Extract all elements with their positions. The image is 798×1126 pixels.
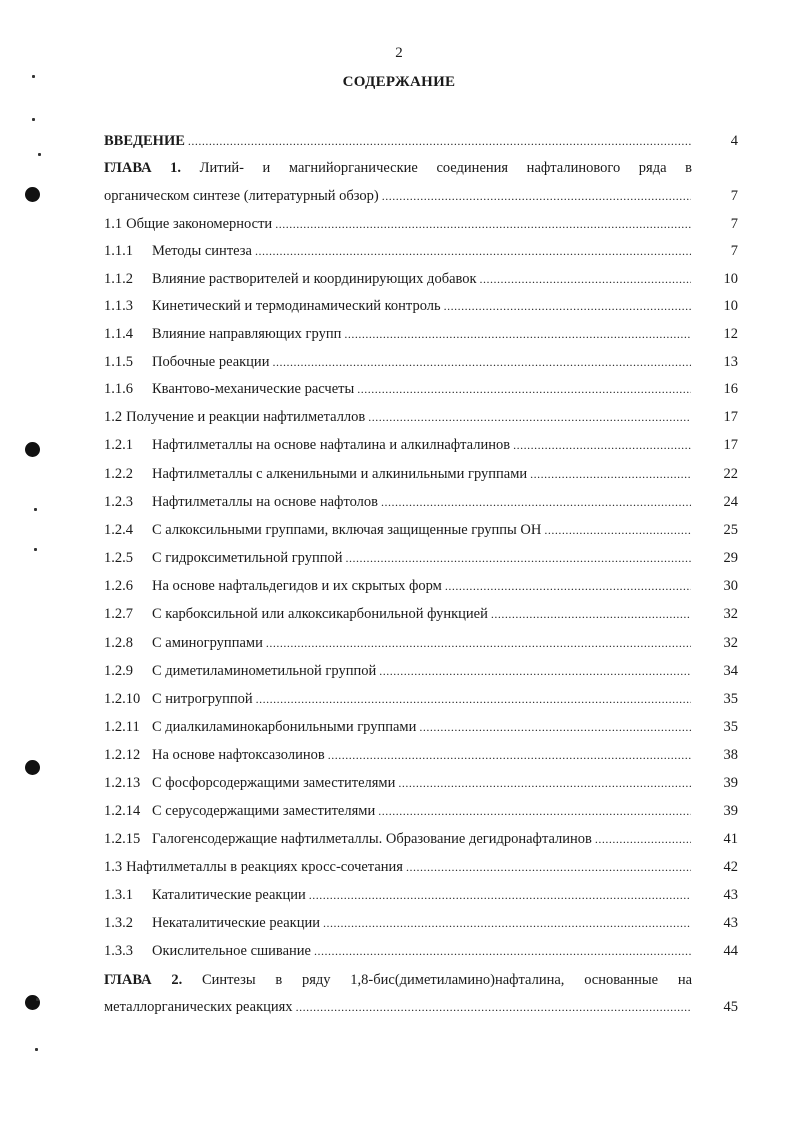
toc-section-number: 1.1.6 bbox=[104, 381, 133, 397]
toc-entry-intro bbox=[104, 131, 738, 151]
toc-page-number: 29 bbox=[723, 550, 738, 566]
toc-entry bbox=[104, 520, 738, 540]
toc-section-number: 1.2.1 bbox=[104, 437, 133, 453]
toc-entry bbox=[104, 214, 738, 234]
toc-section-number: 1.2.10 bbox=[104, 691, 141, 707]
toc-leader-dots bbox=[419, 717, 691, 737]
toc-page-number: 32 bbox=[723, 635, 738, 651]
toc-leader-dots bbox=[368, 407, 691, 427]
toc-chapter2-line1 bbox=[104, 970, 692, 990]
toc-chapter2-lead: ГЛАВА 2. bbox=[104, 972, 183, 988]
toc-chapter1-lead: ГЛАВА 1. bbox=[104, 160, 182, 176]
toc-section-title: С гидроксиметильной группой bbox=[152, 550, 343, 566]
toc-page-number: 12 bbox=[723, 326, 738, 342]
scan-speck bbox=[36, 998, 39, 1001]
toc-entry bbox=[104, 379, 738, 399]
toc-page-number: 7 bbox=[730, 216, 738, 232]
toc-leader-dots bbox=[595, 829, 691, 849]
toc-section-number: 1.2.14 bbox=[104, 803, 141, 819]
toc-leader-dots bbox=[314, 941, 691, 961]
toc-page-number: 17 bbox=[723, 409, 738, 425]
toc-section-number: 1.1.3 bbox=[104, 298, 133, 314]
toc-page-number: 10 bbox=[723, 298, 738, 314]
toc-page-number: 25 bbox=[723, 522, 738, 538]
toc-leader-dots bbox=[445, 576, 691, 596]
toc-section-title: Получение и реакции нафтилметаллов bbox=[126, 409, 366, 425]
toc-page-number: 32 bbox=[723, 606, 738, 622]
toc-page-number: 30 bbox=[723, 578, 738, 594]
toc-leader-dots bbox=[188, 131, 691, 151]
toc-page-number: 45 bbox=[723, 999, 738, 1015]
toc-section-title: С диалкиламинокарбонильными группами bbox=[152, 719, 417, 735]
toc-section-number: 1.1.2 bbox=[104, 271, 133, 287]
toc-section-number: 1.2.3 bbox=[104, 494, 133, 510]
toc-section-number: 1.2.15 bbox=[104, 831, 141, 847]
toc-page-number: 4 bbox=[730, 133, 738, 149]
toc-entry bbox=[104, 633, 738, 653]
toc-entry bbox=[104, 604, 738, 624]
toc-intro-label: ВВЕДЕНИЕ bbox=[104, 133, 185, 149]
toc-leader-dots bbox=[530, 464, 691, 484]
toc-page-number: 42 bbox=[723, 859, 738, 875]
toc-leader-dots bbox=[378, 801, 691, 821]
toc-leader-dots bbox=[296, 997, 691, 1017]
toc-entry bbox=[104, 717, 738, 737]
toc-leader-dots bbox=[398, 773, 691, 793]
toc-leader-dots bbox=[381, 492, 691, 512]
toc-section-title: Кинетический и термодинамический контроль bbox=[152, 298, 441, 314]
toc-page-number: 34 bbox=[723, 663, 738, 679]
toc-section-number: 1.2.13 bbox=[104, 775, 141, 791]
toc-section-number: 1.3 bbox=[104, 859, 123, 875]
toc-leader-dots bbox=[256, 689, 691, 709]
toc-page-number: 38 bbox=[723, 747, 738, 763]
toc-entry bbox=[104, 801, 738, 821]
toc-page-number: 43 bbox=[723, 887, 738, 903]
toc-section-title: С аминогруппами bbox=[152, 635, 263, 651]
toc-leader-dots bbox=[544, 520, 691, 540]
toc-chapter2-title-line1: Синтезы в ряду 1,8-бис(диметиламино)нафталина, основанные на bbox=[201, 972, 693, 988]
toc-section-title: Побочные реакции bbox=[152, 354, 270, 370]
toc-page-number: 17 bbox=[723, 437, 738, 453]
toc-leader-dots bbox=[309, 885, 691, 905]
toc-section-title: Методы синтеза bbox=[152, 243, 252, 259]
toc-page-number: 16 bbox=[723, 381, 738, 397]
toc-entry-chapter1 bbox=[104, 186, 738, 206]
scan-speck bbox=[34, 548, 37, 551]
toc-leader-dots bbox=[344, 324, 691, 344]
toc-entry bbox=[104, 464, 738, 484]
toc-section-title: Нафтилметаллы на основе нафтолов bbox=[152, 494, 378, 510]
toc-section-number: 1.2.6 bbox=[104, 578, 133, 594]
toc-section-title: Некаталитические реакции bbox=[152, 915, 320, 931]
toc-entry bbox=[104, 745, 738, 765]
toc-section-number: 1.3.1 bbox=[104, 887, 133, 903]
toc-entry bbox=[104, 492, 738, 512]
toc-section-number: 1.1.4 bbox=[104, 326, 133, 342]
toc-section-title: Галогенсодержащие нафтилметаллы. Образование дегидронафталинов bbox=[152, 831, 592, 847]
toc-leader-dots bbox=[323, 913, 691, 933]
toc-section-number: 1.2.4 bbox=[104, 522, 133, 538]
toc-page-number: 22 bbox=[723, 466, 738, 482]
toc-entry bbox=[104, 689, 738, 709]
toc-section-number: 1.2.7 bbox=[104, 606, 133, 622]
toc-page-number: 35 bbox=[723, 691, 738, 707]
toc-leader-dots bbox=[382, 186, 691, 206]
scan-speck bbox=[32, 75, 35, 78]
toc-section-number: 1.2.8 bbox=[104, 635, 133, 651]
toc-leader-dots bbox=[379, 661, 691, 681]
toc-page-number: 44 bbox=[723, 943, 738, 959]
toc-section-title: Каталитические реакции bbox=[152, 887, 306, 903]
toc-leader-dots bbox=[255, 241, 691, 261]
toc-section-title: Нафтилметаллы с алкенильными и алкинильными группами bbox=[152, 466, 528, 482]
scan-speck bbox=[38, 153, 41, 156]
toc-entry bbox=[104, 324, 738, 344]
toc-section-number: 1.2.11 bbox=[104, 719, 140, 735]
toc-page-number: 39 bbox=[723, 775, 738, 791]
toc-entry bbox=[104, 661, 738, 681]
binder-hole-mark bbox=[25, 760, 40, 775]
toc-chapter1-title-line2: органическом синтезе (литературный обзор) bbox=[104, 188, 379, 204]
toc-entry bbox=[104, 435, 738, 455]
toc-leader-dots bbox=[266, 633, 691, 653]
toc-leader-dots bbox=[357, 379, 691, 399]
toc-leader-dots bbox=[346, 548, 692, 568]
toc-leader-dots bbox=[272, 352, 691, 372]
binder-hole-mark bbox=[25, 442, 40, 457]
toc-page-number: 13 bbox=[723, 354, 738, 370]
scan-speck bbox=[35, 1048, 38, 1051]
toc-chapter2-title-line2: металлорганических реакциях bbox=[104, 999, 293, 1015]
toc-page-number: 10 bbox=[723, 271, 738, 287]
toc-leader-dots bbox=[444, 296, 691, 316]
toc-section-number: 1.2.12 bbox=[104, 747, 141, 763]
toc-page-number: 7 bbox=[730, 243, 738, 259]
toc-section-number: 1.2.2 bbox=[104, 466, 133, 482]
toc-section-title: Влияние направляющих групп bbox=[152, 326, 342, 342]
toc-leader-dots bbox=[513, 435, 691, 455]
toc-page-number: 35 bbox=[723, 719, 738, 735]
toc-leader-dots bbox=[406, 857, 691, 877]
toc-section-title: Нафтилметаллы в реакциях кросс-сочетания bbox=[126, 859, 403, 875]
toc-section-number: 1.1.1 bbox=[104, 243, 133, 259]
toc-page-number: 7 bbox=[730, 188, 738, 204]
toc-entry bbox=[104, 829, 738, 849]
toc-entry bbox=[104, 773, 738, 793]
toc-page-number: 24 bbox=[723, 494, 738, 510]
toc-entry bbox=[104, 913, 738, 933]
toc-page-number: 43 bbox=[723, 915, 738, 931]
toc-section-number: 1.1.5 bbox=[104, 354, 133, 370]
toc-section-number: 1.3.3 bbox=[104, 943, 133, 959]
toc-entry bbox=[104, 857, 738, 877]
toc-section-title: С диметиламинометильной группой bbox=[152, 663, 377, 679]
toc-chapter1-title-line1: Литий- и магнийорганические соединения нафталинового ряда в bbox=[199, 160, 692, 176]
toc-entry bbox=[104, 548, 738, 568]
toc-section-number: 1.2.5 bbox=[104, 550, 133, 566]
binder-hole-mark bbox=[25, 187, 40, 202]
toc-entry bbox=[104, 576, 738, 596]
toc-leader-dots bbox=[491, 604, 691, 624]
toc-entry-chapter2 bbox=[104, 997, 738, 1017]
toc-entry bbox=[104, 885, 738, 905]
toc-section-number: 1.2 bbox=[104, 409, 123, 425]
scan-speck bbox=[34, 508, 37, 511]
toc-section-title: На основе нафтоксазолинов bbox=[152, 747, 325, 763]
toc-page-number: 39 bbox=[723, 803, 738, 819]
toc-leader-dots bbox=[275, 214, 691, 234]
toc-section-title: Общие закономерности bbox=[126, 216, 273, 232]
toc-section-title: С нитрогруппой bbox=[152, 691, 253, 707]
toc-entry bbox=[104, 941, 738, 961]
toc-leader-dots bbox=[328, 745, 691, 765]
toc-section-number: 1.3.2 bbox=[104, 915, 133, 931]
toc-section-title: На основе нафтальдегидов и их скрытых форм bbox=[152, 578, 442, 594]
toc-leader-dots bbox=[480, 269, 691, 289]
toc-section-title: С алкоксильными группами, включая защищенные группы ОН bbox=[152, 522, 542, 538]
toc-section-number: 1.2.9 bbox=[104, 663, 133, 679]
toc-entry bbox=[104, 352, 738, 372]
toc-section-title: Квантово-механические расчеты bbox=[152, 381, 355, 397]
toc-entry bbox=[104, 296, 738, 316]
toc-entry bbox=[104, 269, 738, 289]
toc-section-title: Влияние растворителей и координирующих добавок bbox=[152, 271, 477, 287]
toc-entry bbox=[104, 241, 738, 261]
toc-section-number: 1.1 bbox=[104, 216, 123, 232]
toc-section-title: Окислительное сшивание bbox=[152, 943, 311, 959]
page-number: 2 bbox=[395, 45, 403, 61]
page-title: СОДЕРЖАНИЕ bbox=[342, 74, 456, 90]
toc-section-title: С серусодержащими заместителями bbox=[152, 803, 376, 819]
toc-section-title: С фосфорсодержащими заместителями bbox=[152, 775, 396, 791]
scan-speck bbox=[32, 118, 35, 121]
toc-chapter1-line1 bbox=[104, 158, 692, 178]
toc-section-title: Нафтилметаллы на основе нафталина и алкилнафталинов bbox=[152, 437, 511, 453]
toc-entry bbox=[104, 407, 738, 427]
toc-section-title: С карбоксильной или алкоксикарбонильной функцией bbox=[152, 606, 488, 622]
toc-page-number: 41 bbox=[723, 831, 738, 847]
